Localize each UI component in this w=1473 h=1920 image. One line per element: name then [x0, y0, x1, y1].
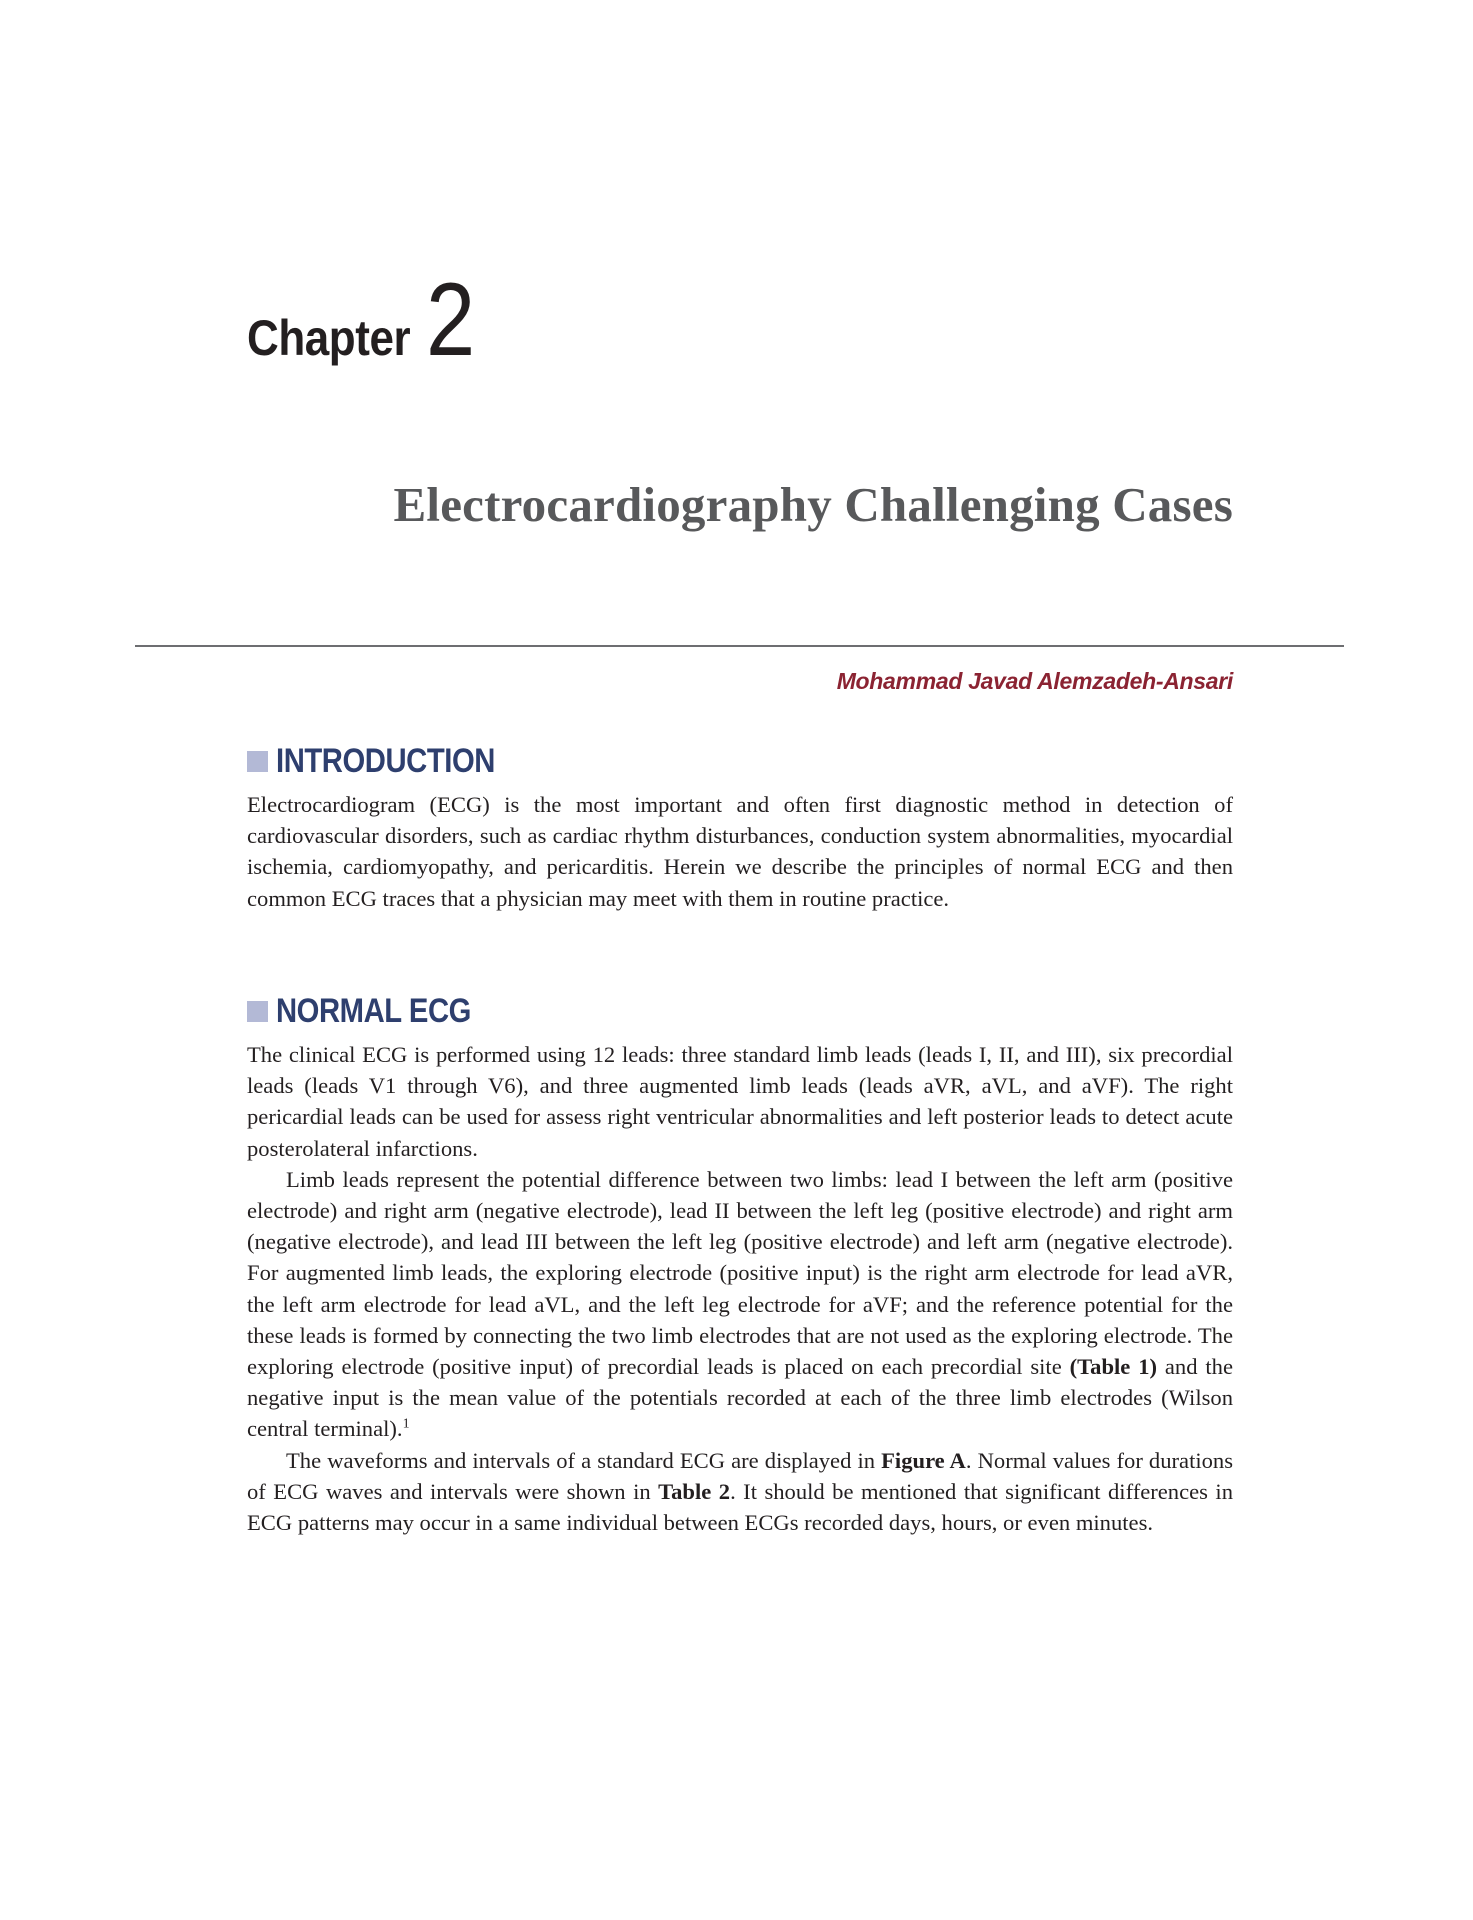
section-heading: [247, 991, 1233, 1031]
heading-square-icon: [247, 1001, 268, 1022]
section-introduction: [247, 741, 1233, 914]
chapter-word: Chapter: [247, 310, 411, 366]
table-1-reference: (Table 1): [1069, 1354, 1158, 1380]
chapter-label: [247, 262, 484, 378]
figure-a-reference: Figure A: [881, 1447, 966, 1473]
paragraph-text: and the negative input is the mean value of the potentials recorded at each of the three limb electrodes (Wilson central terminal).: [247, 1354, 1233, 1442]
chapter-title: Electrocardiography Challenging Cases: [393, 477, 1233, 532]
paragraph-text: . It should be mentioned that significant differences in ECG patterns may occur in a same individual between ECGs recorded days, hours, or even minutes.: [247, 1478, 1233, 1536]
chapter-number: 2: [426, 262, 476, 378]
section-heading-text: NORMAL ECG: [276, 991, 471, 1030]
author-name: Mohammad Javad Alemzadeh-Ansari: [836, 668, 1233, 694]
paragraph: The clinical ECG is performed using 12 leads: three standard limb leads (leads I, II, and III), six precordial leads (leads V1 through V6), and three augmented limb leads (leads aVR, aVL, and aVF). The right pericardial leads can be used for assess right ventricular abnormalities and left posterior leads to detect acute posterolateral infarctions.: [247, 1042, 1233, 1161]
footnote-marker: 1: [402, 1416, 410, 1432]
section-heading: [247, 741, 1233, 781]
section-normal-ecg: [247, 991, 1233, 1538]
paragraph: Electrocardiogram (ECG) is the most important and often first diagnostic method in detection of cardiovascular disorders, such as cardiac rhythm disturbances, conduction system abnormalities, myocardial ischemia, cardiomyopathy, and pericarditis. Herein we describe the principles of normal ECG and then common ECG traces that a physician may meet with them in routine practice.: [247, 792, 1233, 911]
paragraph: [247, 1164, 1233, 1445]
table-2-reference: Table 2: [658, 1478, 731, 1504]
heading-square-icon: [247, 751, 268, 772]
paragraph: [247, 1445, 1233, 1539]
title-divider: [135, 645, 1344, 647]
paragraph-text: . Normal values for durations of ECG waves and intervals were shown in: [247, 1447, 1234, 1504]
paragraph-text: The waveforms and intervals of a standard ECG are displayed in: [286, 1447, 882, 1473]
section-heading-text: INTRODUCTION: [276, 741, 496, 780]
paragraph-text: Limb leads represent the potential difference between two limbs: lead I between the left arm (positive electrode) and right arm (negative electrode), lead II between the left leg (positive electrode) and right arm (negative electrode), and lead III between the left leg (positive electrode) and left arm (negative electrode). For augmented limb leads, the exploring electrode (positive input) is the right arm electrode for lead aVR, the left arm electrode for lead aVL, and the left leg electrode for aVF; and the reference potential for the these leads is formed by connecting the two limb electrodes that are not used as the exploring electrode. The exploring electrode (positive input) of precordial leads is placed on each precordial site: [247, 1166, 1233, 1380]
